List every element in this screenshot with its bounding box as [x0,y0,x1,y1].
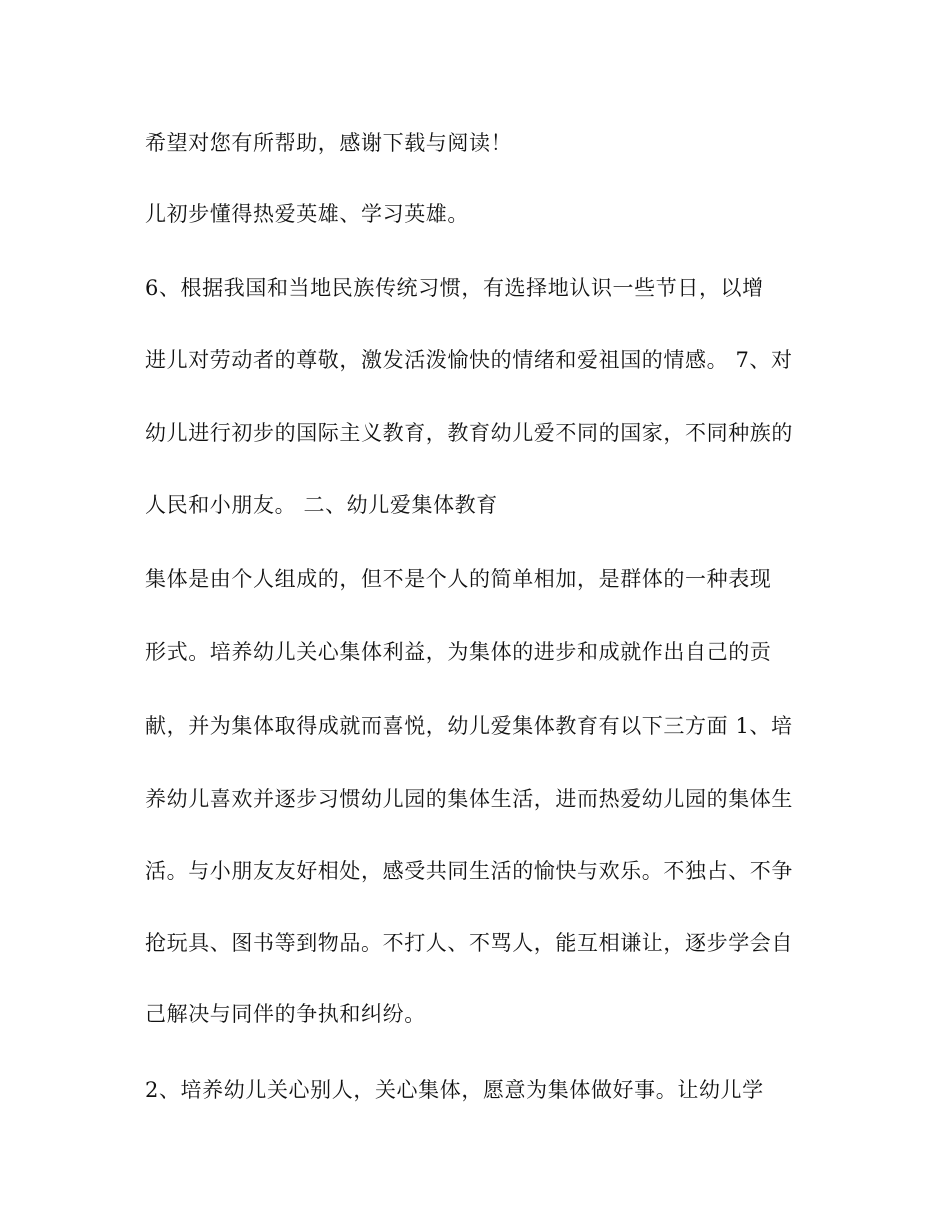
text-line-2: 儿初步懂得热爱英雄、学习英雄。 [145,202,469,226]
text-line-10: 养幼儿喜欢并逐步习惯幼儿园的集体生活，进而热爱幼儿园的集体生 [145,787,793,811]
text-line-12: 抢玩具、图书等到物品。不打人、不骂人，能互相谦让，逐步学会自 [145,931,793,955]
text-line-6: 人民和小朋友。 二、幼儿爱集体教育 [145,493,498,517]
text-line-13: 己解决与同伴的争执和纠纷。 [145,1002,426,1026]
text-line-7: 集体是由个人组成的，但不是个人的简单相加，是群体的一种表现 [145,567,772,591]
text-line-5: 幼儿进行初步的国际主义教育，教育幼儿爱不同的国家，不同种族的 [145,421,793,445]
text-line-1: 希望对您有所帮助，感谢下载与阅读！ [145,131,513,155]
text-line-3: 6、根据我国和当地民族传统习惯，有选择地认识一些节日，以增 [145,276,764,300]
text-line-11: 活。与小朋友友好相处，感受共同生活的愉快与欢乐。不独占、不争 [145,859,793,883]
text-line-4: 进儿对劳动者的尊敬，激发活泼愉快的情绪和爱祖国的情感。 7、对 [145,348,793,372]
text-line-9: 献，并为集体取得成就而喜悦，幼儿爱集体教育有以下三方面 1、培 [145,714,793,738]
text-line-8: 形式。培养幼儿关心集体利益，为集体的进步和成就作出自己的贡 [145,640,772,664]
text-line-14: 2、培养幼儿关心别人，关心集体，愿意为集体做好事。让幼儿学 [145,1078,764,1102]
